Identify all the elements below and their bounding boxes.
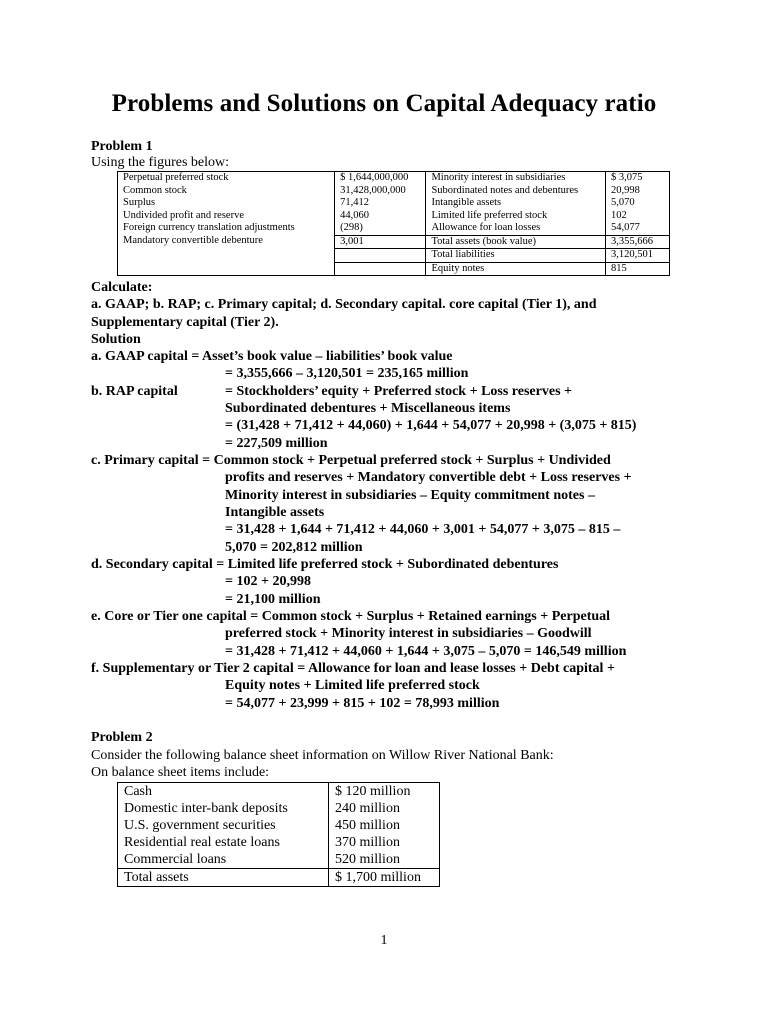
table-cell: $ 1,644,000,000 <box>335 172 426 185</box>
solution-line: = 54,077 + 23,999 + 815 + 102 = 78,993 million <box>225 696 500 711</box>
table-cell <box>335 249 426 263</box>
table-cell: $ 1,700 million <box>329 869 440 887</box>
table-cell: Surplus <box>118 197 335 210</box>
solution-line: f. Supplementary or Tier 2 capital = Allowance for loan and lease losses + Debt capital + <box>91 661 615 676</box>
problem2-intro: Consider the following balance sheet information on Willow River National Bank: <box>91 748 554 763</box>
solution-line: = 21,100 million <box>225 592 321 607</box>
page-title: Problems and Solutions on Capital Adequacy ratio <box>111 90 657 117</box>
problem2-intro: On balance sheet items include: <box>91 765 270 780</box>
table-cell <box>118 262 335 276</box>
table-cell: 102 <box>606 210 670 223</box>
calculate-label: Calculate: <box>91 280 153 295</box>
table-cell: 3,001 <box>335 235 426 249</box>
solution-line: 5,070 = 202,812 million <box>225 540 363 555</box>
table-cell <box>118 249 335 263</box>
table-cell: Equity notes <box>426 262 606 276</box>
table-row <box>118 235 670 249</box>
table-cell: (298) <box>335 222 426 235</box>
table-cell: $ 3,075 <box>606 172 670 185</box>
table-cell: Subordinated notes and debentures <box>426 185 606 198</box>
problem1-figures-table <box>117 171 670 276</box>
table-row <box>118 800 440 817</box>
solution-line: = 3,355,666 – 3,120,501 = 235,165 million <box>225 366 469 381</box>
table-cell: Minority interest in subsidiaries <box>426 172 606 185</box>
table-cell: Foreign currency translation adjustments <box>118 222 335 235</box>
table-cell: 3,120,501 <box>606 249 670 263</box>
page-number: 1 <box>380 933 388 948</box>
solution-line: Intangible assets <box>225 505 325 520</box>
table-cell: 370 million <box>329 834 440 851</box>
table-cell: Total assets (book value) <box>426 235 606 249</box>
balance-sheet-table <box>117 782 440 887</box>
table-row <box>118 783 440 801</box>
table-cell: Residential real estate loans <box>118 834 329 851</box>
table-cell: Limited life preferred stock <box>426 210 606 223</box>
table-cell: 240 million <box>329 800 440 817</box>
solution-line: c. Primary capital = Common stock + Perpetual preferred stock + Surplus + Undivided <box>91 453 611 468</box>
table-row <box>118 249 670 263</box>
solution-line: = 31,428 + 71,412 + 44,060 + 1,644 + 3,075 – 5,070 = 146,549 million <box>225 644 627 659</box>
table-cell: 54,077 <box>606 222 670 235</box>
table-row <box>118 817 440 834</box>
solution-line: a. GAAP capital = Asset’s book value – liabilities’ book value <box>91 349 453 364</box>
table-cell: 31,428,000,000 <box>335 185 426 198</box>
table-cell: 450 million <box>329 817 440 834</box>
table-cell: Mandatory convertible debenture <box>118 235 335 249</box>
solution-line-label: b. RAP capital <box>91 384 178 399</box>
solution-line: = Stockholders’ equity + Preferred stock + Loss reserves + <box>225 384 572 399</box>
calculate-line: a. GAAP; b. RAP; c. Primary capital; d. Secondary capital. core capital (Tier 1), and <box>91 297 597 312</box>
table-cell: 44,060 <box>335 210 426 223</box>
table-cell: 3,355,666 <box>606 235 670 249</box>
solution-line: = 102 + 20,998 <box>225 574 311 589</box>
table-cell: Commercial loans <box>118 851 329 869</box>
problem1-heading: Problem 1 <box>91 139 153 154</box>
problem1-intro: Using the figures below: <box>91 155 230 170</box>
table-cell: $ 120 million <box>329 783 440 801</box>
table-cell: Intangible assets <box>426 197 606 210</box>
solution-line: d. Secondary capital = Limited life preferred stock + Subordinated debentures <box>91 557 559 572</box>
table-cell: Domestic inter-bank deposits <box>118 800 329 817</box>
table-row <box>118 172 670 185</box>
table-cell: 520 million <box>329 851 440 869</box>
solution-line: profits and reserves + Mandatory convertible debt + Loss reserves + <box>225 470 632 485</box>
table-row <box>118 222 670 235</box>
table-cell: 815 <box>606 262 670 276</box>
table-cell: 5,070 <box>606 197 670 210</box>
table-cell: Cash <box>118 783 329 801</box>
table-cell: 71,412 <box>335 197 426 210</box>
table-cell: Common stock <box>118 185 335 198</box>
table-cell: U.S. government securities <box>118 817 329 834</box>
table-row <box>118 834 440 851</box>
table-cell <box>335 262 426 276</box>
problem2-heading: Problem 2 <box>91 730 153 745</box>
solution-line: preferred stock + Minority interest in subsidiaries – Goodwill <box>225 626 592 641</box>
table-cell: Total liabilities <box>426 249 606 263</box>
table-cell: Total assets <box>118 869 329 887</box>
table-cell: Perpetual preferred stock <box>118 172 335 185</box>
solution-label: Solution <box>91 332 141 347</box>
table-row <box>118 210 670 223</box>
table-cell: 20,998 <box>606 185 670 198</box>
solution-line: = 31,428 + 1,644 + 71,412 + 44,060 + 3,001 + 54,077 + 3,075 – 815 – <box>225 522 621 537</box>
table-cell: Allowance for loan losses <box>426 222 606 235</box>
calculate-line: Supplementary capital (Tier 2). <box>91 315 279 330</box>
table-row <box>118 851 440 869</box>
table-row <box>118 185 670 198</box>
solution-line: Minority interest in subsidiaries – Equity commitment notes – <box>225 488 595 503</box>
solution-line: e. Core or Tier one capital = Common stock + Surplus + Retained earnings + Perpetual <box>91 609 611 624</box>
solution-line: = 227,509 million <box>225 436 328 451</box>
solution-line: Equity notes + Limited life preferred stock <box>225 678 480 693</box>
solution-line: Subordinated debentures + Miscellaneous items <box>225 401 511 416</box>
table-cell: Undivided profit and reserve <box>118 210 335 223</box>
table-row <box>118 262 670 276</box>
table-row <box>118 197 670 210</box>
table-total-row <box>118 869 440 887</box>
solution-line: = (31,428 + 71,412 + 44,060) + 1,644 + 54,077 + 20,998 + (3,075 + 815) <box>225 418 637 433</box>
